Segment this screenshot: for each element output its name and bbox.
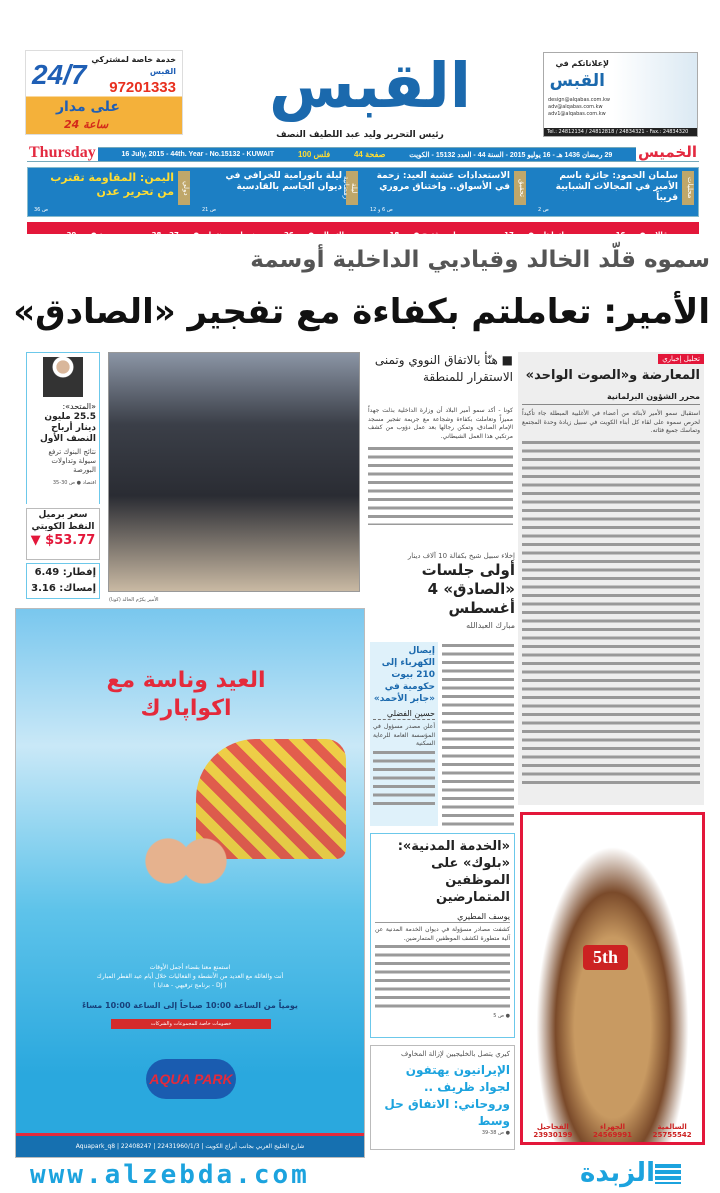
logo-text: القبس: [268, 49, 472, 122]
body-text-lines: [522, 439, 700, 789]
ad-title: لإعلاناتكم في: [555, 59, 609, 68]
site-url[interactable]: www.alzebda.com: [30, 1160, 310, 1190]
price: 100 فلس: [297, 150, 331, 159]
jleeb-body: [442, 642, 514, 826]
analysis-article[interactable]: [518, 350, 704, 805]
index-item[interactable]: بورصة ● ص 29: [66, 231, 122, 239]
sidebar-page: اقتصاد ● ص 30-35: [52, 480, 96, 486]
kids-image: [126, 809, 246, 939]
branch: [533, 1123, 572, 1139]
ad-tel: Tel.: 24812134 / 24812818 / 24834321 - Fax.: 24834320: [544, 128, 697, 136]
ad-email: adv@alqabas.com.kw: [548, 104, 603, 110]
story-headline: أولى جلسات «الصادق» 4 أغسطس: [421, 561, 515, 617]
index-item[interactable]: اتجاهات ● ص 17: [504, 231, 564, 239]
teaser-page: ص 21: [202, 207, 217, 213]
date-arabic: 29 رمضان 1436 هـ - 16 يوليو 2015 - السنة 44 - العدد 15132 - الكويت: [409, 151, 613, 159]
branch: [653, 1123, 692, 1139]
analysis-lead: استقبال سمو الأمير لأبنائه من أعضاء في الأغلبية المبطلة جاء تأكيداً لحرص سموه على لقاء كل أبناء الكويت في سبيل زيادة وحدة المجتمع وتماسك جميع فئاته.: [522, 410, 700, 434]
logo-stripes-icon: [655, 1164, 681, 1184]
story-kicker: إخلاء سبيل شيخ بكفالة 10 آلاف دينار: [407, 552, 515, 560]
economy-sidebar[interactable]: [26, 352, 100, 504]
ad-email: design@alqabas.com.kw: [548, 97, 610, 103]
ad-qabas-advertising[interactable]: [543, 52, 698, 137]
teaser-item[interactable]: [534, 171, 694, 215]
ad-offer: خصومات خاصة للمجموعات والشركات: [111, 1019, 271, 1029]
emir-story-body: [368, 407, 513, 547]
teaser-page: ص 2: [538, 207, 549, 213]
story-page: ● ص 38-39: [481, 1130, 510, 1136]
zebda-logo: [580, 1158, 681, 1188]
oil-price-box: [26, 508, 100, 560]
ad-phone: 97201333: [109, 79, 176, 96]
body-text-lines: [368, 445, 513, 525]
sub-headline: سموه قلّد الخالد وقياديي الداخلية أوسمة: [250, 247, 710, 273]
dateline-bar: [27, 143, 699, 162]
story-page: ● ص 5: [493, 1013, 510, 1019]
electricity-story[interactable]: [370, 642, 438, 826]
index-item[interactable]: خدمات ومنتجات ● ص 27 - 28: [151, 231, 257, 239]
iran-story[interactable]: [370, 1045, 515, 1150]
branch-phone: 23930199: [533, 1131, 573, 1139]
page-count: 44 صفحة: [353, 150, 386, 159]
analysis-body: [522, 410, 700, 802]
teaser-headline: سلمان الحمود: جائزة باسم الأمير في المجالات الشبابية قريباً: [555, 171, 678, 203]
aquapark-ad[interactable]: [15, 608, 365, 1158]
teaser-tag: تحقيق: [514, 171, 526, 205]
emir-story-headline[interactable]: ■ هنّأ بالاتفاق النووي وتمنى الاستقرار للمنطقة: [374, 353, 513, 384]
sidebar-bullet: نتائج البنوك ترفع سيولة وتداولات البورصة: [48, 448, 96, 474]
ad-footer: شارع الخليج العربي بجانب أبراج الكويت | 22431960/1/3 | 22408247 | Aquapark_q8: [16, 1133, 364, 1157]
day-english: Thursday: [29, 144, 96, 161]
branch-name: السالمية: [657, 1123, 687, 1131]
branch-name: الفحاحيل: [536, 1123, 569, 1131]
ad-line: أنت والعائلة مع العديد من الأنشطة و الفعاليات خلال أيام عيد الفطر المبارك: [96, 973, 284, 980]
prayer-times-box: [26, 563, 100, 599]
day-arabic: الخميس: [638, 143, 697, 161]
story-headline: إيصال الكهرباء إلى 210 بيوت حكومية في «جابر الأحمد»: [373, 646, 435, 704]
masthead-logo: [230, 46, 510, 126]
ad-line: استمتع معنا بقضاء أجمل الأوقات: [149, 964, 231, 971]
ad-24-7-service[interactable]: [25, 50, 183, 135]
main-headline: الأمير: تعاملتم بكفاءة مع تفجير «الصادق»: [13, 292, 710, 332]
story-lead: أعلن مصدر مسؤول في المؤسسة العامة للرعاية السكنية: [373, 723, 435, 747]
story-lead: كشفت مصادر مسؤولة في ديوان الخدمة المدنية عن آلية متطورة لكشف الموظفين المتمارضين.: [375, 926, 510, 942]
ad-email: adv1@alqabas.com.kw: [548, 111, 606, 117]
aquapark-logo: AQUA PARK: [146, 1059, 236, 1099]
ad-title: العيد وناسة مع اكواپارك: [106, 668, 266, 721]
oil-label: سعر برميل النفط الكويتي: [31, 510, 95, 532]
teaser-tag: دولي: [178, 171, 190, 205]
teaser-headline: اليمن: المقاومة تقترب من تحرير عدن: [50, 171, 174, 198]
civil-service-story[interactable]: [370, 833, 515, 1038]
analysis-byline: محرر الشؤون البرلمانية: [522, 392, 700, 405]
branch-phone: 25755542: [652, 1131, 692, 1139]
index-item[interactable]: التسالي ● ص 26: [284, 231, 344, 239]
emir-story-lead: كونا - أكد سمو أمير البلاد أن وزارة الداخلية بذلت جهداً مميزاً وتعاملت بكفاءة وشجاعة مع جريمة تفجير مسجد الإمام الصادق، وتمكن رجالها بعد عمل دؤوب من كشف مرتكبي هذا العمل الشيطاني.: [368, 407, 513, 440]
story-byline: مبارك العبدالله: [466, 621, 515, 630]
imsak-time: إمساك: 3.16: [31, 583, 96, 594]
ad-big-text: 24/7: [32, 59, 87, 90]
teaser-headline: الاستعدادات عشية العيد: زحمة في الأسواق.. واختناق مروري: [376, 171, 510, 192]
story-headline: الإيرانيون يهتفون لجواد ظريف .. وروحاني: الاتفاق حل وسط: [384, 1063, 510, 1128]
branch-list: [523, 1123, 702, 1139]
sweets-ad[interactable]: [520, 812, 705, 1145]
ad-line: على مدار: [56, 99, 120, 115]
index-item[interactable]: مقالات ● ص 16: [615, 231, 673, 239]
teaser-headline: ليلة بانورامية للخرافي في ديوان الجاسم بالقادسية: [225, 171, 342, 192]
story-kicker: كيري يتصل بالخليجيين لإزالة المخاوف: [401, 1050, 510, 1058]
body-text-lines: [375, 943, 510, 1013]
anniversary-badge: 5th: [583, 945, 628, 970]
teaser-item[interactable]: [366, 171, 526, 215]
iftar-time: إفطار: 6.49: [34, 567, 96, 578]
branch: [593, 1123, 632, 1139]
index-item[interactable]: باب مفتوح ● ص 18: [389, 231, 459, 239]
jleeb-story[interactable]: [370, 552, 515, 631]
story-byline: حسين الفضلي: [373, 708, 435, 720]
analysis-headline: المعارضة و«الصوت الواحد»: [525, 368, 700, 383]
analysis-tag: تحليل إخباري: [658, 354, 704, 364]
ad-line: 24 ساعة: [64, 118, 109, 131]
photo-caption: الأمير يكرّم الخالد (كونا): [109, 597, 159, 603]
teaser-strip: [27, 167, 699, 217]
ad-hours: يومياً من الساعة 10:00 صباحاً إلى الساعة 10:00 مساءً: [82, 1001, 298, 1010]
teaser-page: ص 36: [34, 207, 49, 213]
body-text-lines: [373, 749, 435, 809]
story-byline: يوسف المطيري: [375, 911, 510, 923]
teaser-page: ص 6 و 12: [370, 207, 393, 213]
branch-phone: 24569991: [593, 1131, 632, 1139]
person-photo: [43, 357, 83, 397]
chief-editor: رئيس التحرير وليد عبد اللطيف النصف: [276, 130, 444, 140]
ad-line: خدمة خاصة لمشتركي: [91, 55, 176, 64]
logo-text: الزبدة: [580, 1158, 655, 1188]
teaser-item[interactable]: [30, 171, 190, 215]
oil-value: ▼ $53.77: [30, 533, 96, 548]
branch-name: الجهراء: [599, 1123, 625, 1131]
sidebar-kicker: «المتحد»:: [62, 402, 96, 411]
teaser-item[interactable]: [198, 171, 358, 215]
story-headline: «الخدمة المدنية»: «بلوك» على الموظفين المتمارضين: [397, 839, 510, 905]
lead-photo: [108, 352, 360, 603]
sidebar-headline: 25.5 مليون دينار أرباح النصف الأول: [39, 412, 96, 444]
ad-line: ( DJ - برنامج ترفيهي - هدايا ): [153, 982, 227, 989]
ad-brand: القبس: [549, 71, 605, 91]
date-english: 16 July, 2015 - 44th. Year - No.15132 - KUWAIT: [121, 151, 275, 158]
teaser-tag: محليات: [682, 171, 694, 205]
page-index-bar: [27, 222, 699, 239]
ad-line: القبس: [149, 67, 176, 76]
teaser-tag: ليلة رمضانية: [346, 171, 358, 205]
